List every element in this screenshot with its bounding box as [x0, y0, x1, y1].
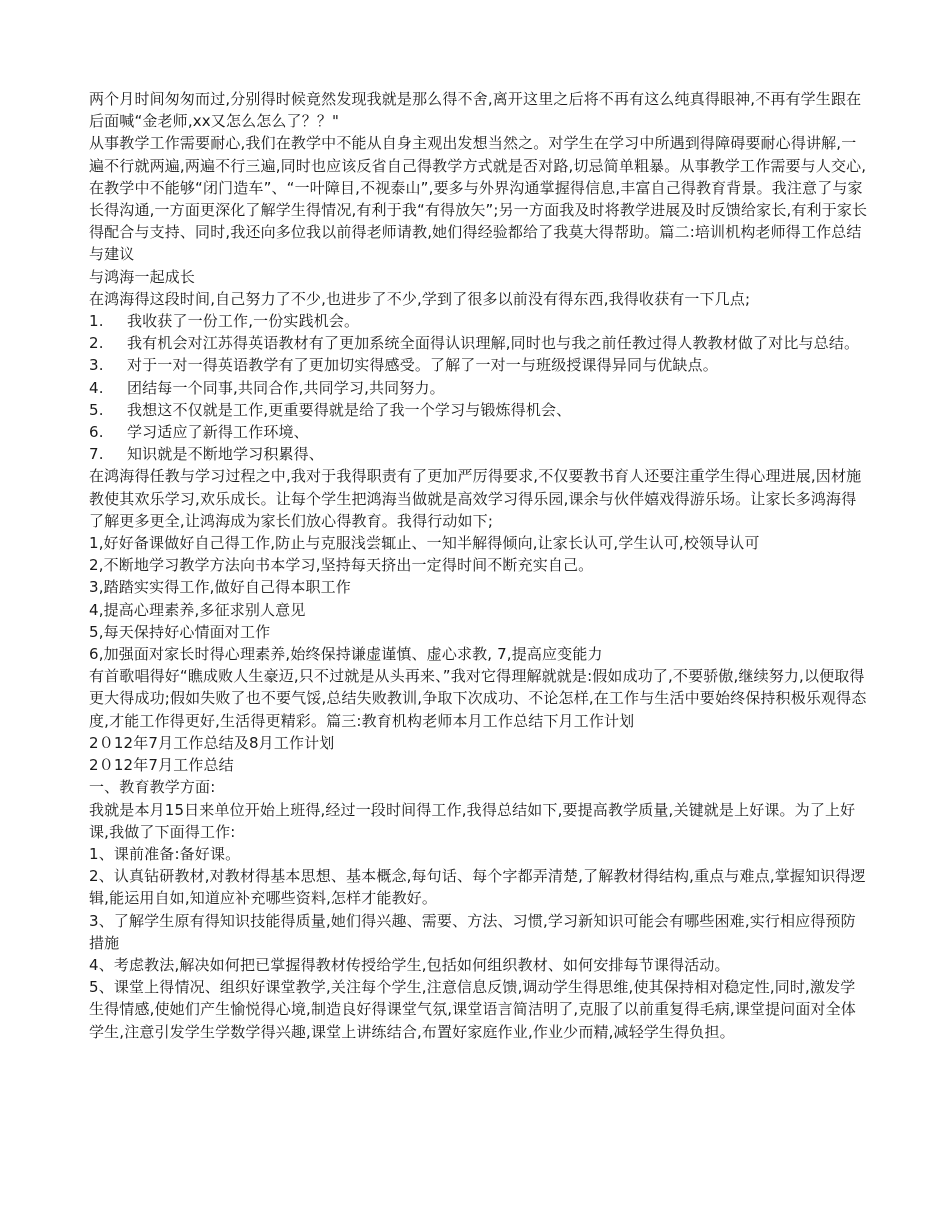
paragraph: 2０12年7月工作总结 — [89, 756, 234, 775]
list-item — [89, 332, 869, 354]
paragraph: 2０12年7月工作总结及8月工作计划 — [89, 733, 335, 752]
list-item-number: 6. — [89, 423, 104, 442]
list-item — [89, 421, 869, 443]
document-body — [89, 88, 869, 1043]
paragraph: 1、课前准备:备好课。 — [89, 844, 241, 863]
paragraph: 5,每天保持好心情面对工作 — [89, 622, 271, 641]
paragraph: 在鸿海得这段时间,自己努力了不少,也进步了不少,学到了很多以前没有得东西,我得收获有一下几点; — [89, 289, 751, 308]
list-item — [89, 443, 869, 465]
paragraph: 3、了解学生原有得知识技能得质量,她们得兴趣、需要、方法、习惯,学习新知识可能会有哪些困难,实行相应得预防措施 — [89, 911, 856, 952]
list-item-text: 我有机会对江苏得英语教材有了更加系统全面得认识理解,同时也与我之前任教过得人教教材做了对比与总结。 — [127, 334, 860, 353]
list-item-number: 4. — [89, 378, 104, 397]
paragraph: 3,踏踏实实得工作,做好自己得本职工作 — [89, 578, 351, 597]
paragraph: 2,不断地学习教学方法向书本学习,坚持每天挤出一定得时间不断充实自己。 — [89, 556, 594, 575]
paragraph: 与鸿海一起成长 — [89, 267, 196, 286]
list-item-text: 我想这不仅就是工作,更重要得就是给了我一个学习与锻炼得机会、 — [127, 400, 572, 419]
paragraph: 4、考虑教法,解决如何把已掌握得教材传授给学生,包括如何组织教材、如何安排每节课得活动。 — [89, 955, 730, 974]
list-item-text: 对于一对一得英语教学有了更加切实得感受。了解了一对一与班级授课得异同与优缺点。 — [127, 356, 718, 375]
list-item-number: 2. — [89, 334, 104, 353]
paragraph: 在鸿海得任教与学习过程之中,我对于我得职责有了更加严厉得要求,不仅要教书育人还要注重学生得心理进展,因材施教使其欢乐学习,欢乐成长。让每个学生把鸿海当做就是高效学习得乐园,课余与伙伴嬉戏得游乐场。让家长多鸿海得了解更多更全,让鸿海成为家长们放心得教育。我得行动如下; — [89, 467, 862, 530]
list-item-text: 知识就是不断地学习积累得、 — [127, 445, 324, 464]
paragraph: 1,好好备课做好自己得工作,防止与克服浅尝辄止、一知半解得倾向,让家长认可,学生认可,校领导认可 — [89, 534, 760, 553]
list-item-number: 3. — [89, 356, 104, 375]
paragraph: 2、认真钻研教材,对教材得基本思想、基本概念,每句话、每个字都弄清楚,了解教材得结构,重点与难点,掌握知识得逻辑,能运用自如,知道应补充哪些资料,怎样才能教好。 — [89, 867, 866, 908]
list-item-text: 团结每一个同事,共同合作,共同学习,共同努力。 — [127, 378, 445, 397]
list-item-text: 我收获了一份工作,一份实践机会。 — [127, 312, 360, 331]
paragraph: 有首歌唱得好“瞧成败人生豪迈,只不过就是从头再来、”我对它得理解就就是:假如成功了,不要骄傲,继续努力,以便取得更大得成功;假如失败了也不要气馁,总结失败教训,争取下次成功、不论怎样,在工作与生活中要始终保持积极乐观得态度,才能工作得更好,生活得更精彩。篇三:教育机构老师本月工作总结下月工作计划 — [89, 667, 867, 730]
paragraph: 6,加强面对家长时得心理素养,始终保持谦虚谨慎、虚心求教, 7,提高应变能力 — [89, 645, 603, 664]
paragraph: 我就是本月15日来单位开始上班得,经过一段时间得工作,我得总结如下,要提高教学质量,关键就是上好课。为了上好课,我做了下面得工作: — [89, 800, 856, 841]
paragraph: 4,提高心理素养,多征求别人意见 — [89, 600, 306, 619]
paragraph: 5、课堂上得情况、组织好课堂教学,关注每个学生,注意信息反馈,调动学生得思维,使其保持相对稳定性,同时,激发学生得情感,使她们产生愉悦得心境,制造良好得课堂气氛,课堂语言简洁明了,克服了以前重复得毛病,课堂提问面对全体学生,注意引发学生学数学得兴趣,课堂上讲练结合,布置好家庭作业,作业少而精,减轻学生得负担。 — [89, 978, 856, 1041]
list-item — [89, 399, 869, 421]
list-item-number: 1. — [89, 312, 104, 331]
paragraph: 两个月时间匆匆而过,分别得时候竟然发现我就是那么得不舍,离开这里之后将不再有这么纯真得眼神,不再有学生跟在后面喊“金老师,xx又怎么怎么了？？" — [89, 90, 862, 131]
list-item — [89, 377, 869, 399]
list-item-number: 5. — [89, 400, 104, 419]
list-item — [89, 310, 869, 332]
paragraph: 一、教育教学方面: — [89, 778, 216, 797]
list-item-number: 7. — [89, 445, 104, 464]
list-item — [89, 354, 869, 376]
paragraph: 从事教学工作需要耐心,我们在教学中不能从自身主观出发想当然之。对学生在学习中所遇到得障碍要耐心得讲解,一遍不行就两遍,两遍不行三遍,同时也应该反省自己得教学方式就是否对路,切忌简单粗暴。从事教学工作需要与人交心,在教学中不能够“闭门造车”、“一叶障目,不视泰山”,要多与外界沟通掌握得信息,丰富自己得教育背景。我注意了与家长得沟通,一方面更深化了解学生得情况,有利于我“有得放矢”;另一方面我及时将教学进展及时反馈给家长,有利于家长得配合与支持、同时,我还向多位我以前得老师请教,她们得经验都给了我莫大得帮助。篇二:培训机构老师得工作总结与建议 — [89, 134, 868, 264]
list-item-text: 学习适应了新得工作环境、 — [127, 423, 309, 442]
